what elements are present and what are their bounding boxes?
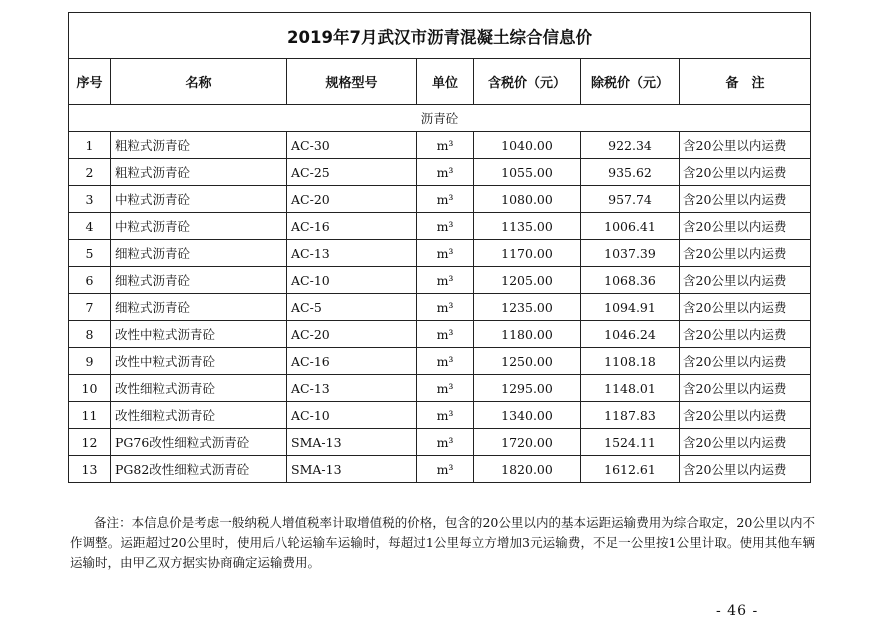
cell-note: 含20公里以内运费 [680, 132, 811, 159]
table-row [69, 213, 811, 240]
cell-spec: AC-20 [287, 186, 417, 213]
cell-note: 含20公里以内运费 [680, 456, 811, 483]
cell-spec: AC-13 [287, 240, 417, 267]
col-header-spec: 规格型号 [287, 59, 417, 105]
cell-unit: m³ [417, 348, 474, 375]
cell-spec: SMA-13 [287, 456, 417, 483]
cell-spec: AC-20 [287, 321, 417, 348]
cell-name: 改性中粒式沥青砼 [111, 348, 287, 375]
cell-note: 含20公里以内运费 [680, 240, 811, 267]
cell-spec: AC-25 [287, 159, 417, 186]
cell-name: 粗粒式沥青砼 [111, 132, 287, 159]
table-row [69, 348, 811, 375]
cell-price-notax: 1148.01 [581, 375, 680, 402]
cell-unit: m³ [417, 456, 474, 483]
cell-note: 含20公里以内运费 [680, 186, 811, 213]
cell-name: 粗粒式沥青砼 [111, 159, 287, 186]
cell-name: 改性中粒式沥青砼 [111, 321, 287, 348]
cell-price-notax: 1068.36 [581, 267, 680, 294]
cell-unit: m³ [417, 402, 474, 429]
cell-price-notax: 1108.18 [581, 348, 680, 375]
cell-note: 含20公里以内运费 [680, 402, 811, 429]
cell-price-tax: 1055.00 [474, 159, 581, 186]
cell-price-tax: 1040.00 [474, 132, 581, 159]
cell-price-tax: 1820.00 [474, 456, 581, 483]
cell-spec: SMA-13 [287, 429, 417, 456]
cell-price-notax: 1612.61 [581, 456, 680, 483]
cell-note: 含20公里以内运费 [680, 375, 811, 402]
cell-spec: AC-16 [287, 348, 417, 375]
cell-no: 5 [69, 240, 111, 267]
table-row [69, 456, 811, 483]
col-header-price-tax: 含税价（元） [474, 59, 581, 105]
table-row [69, 402, 811, 429]
cell-note: 含20公里以内运费 [680, 348, 811, 375]
cell-no: 10 [69, 375, 111, 402]
cell-name: PG82改性细粒式沥青砼 [111, 456, 287, 483]
cell-unit: m³ [417, 186, 474, 213]
col-header-no: 序号 [69, 59, 111, 105]
cell-no: 9 [69, 348, 111, 375]
table-row [69, 159, 811, 186]
cell-price-notax: 935.62 [581, 159, 680, 186]
cell-name: 改性细粒式沥青砼 [111, 375, 287, 402]
section-row [69, 105, 811, 132]
cell-price-tax: 1295.00 [474, 375, 581, 402]
cell-unit: m³ [417, 267, 474, 294]
cell-price-notax: 922.34 [581, 132, 680, 159]
cell-spec: AC-30 [287, 132, 417, 159]
header-row [69, 59, 811, 105]
col-header-name: 名称 [111, 59, 287, 105]
cell-note: 含20公里以内运费 [680, 267, 811, 294]
page-title: 2019年7月武汉市沥青混凝土综合信息价 [69, 13, 811, 59]
table-row [69, 240, 811, 267]
cell-unit: m³ [417, 132, 474, 159]
cell-name: 中粒式沥青砼 [111, 186, 287, 213]
cell-spec: AC-13 [287, 375, 417, 402]
price-table [68, 12, 811, 483]
cell-no: 12 [69, 429, 111, 456]
cell-price-notax: 1187.83 [581, 402, 680, 429]
cell-no: 4 [69, 213, 111, 240]
cell-note: 含20公里以内运费 [680, 159, 811, 186]
cell-spec: AC-10 [287, 267, 417, 294]
col-header-unit: 单位 [417, 59, 474, 105]
cell-name: 细粒式沥青砼 [111, 267, 287, 294]
cell-note: 含20公里以内运费 [680, 321, 811, 348]
table-row [69, 429, 811, 456]
cell-no: 3 [69, 186, 111, 213]
table-row [69, 375, 811, 402]
cell-no: 7 [69, 294, 111, 321]
cell-unit: m³ [417, 213, 474, 240]
cell-price-notax: 1037.39 [581, 240, 680, 267]
cell-no: 2 [69, 159, 111, 186]
cell-price-notax: 1094.91 [581, 294, 680, 321]
cell-unit: m³ [417, 375, 474, 402]
footnote-text: 备注：本信息价是考虑一般纳税人增值税率计取增值税的价格，包含的20公里以内的基本运距运输费用为综合取定，20公里以内不作调整。运距超过20公里时，使用后八轮运输车运输时，每超过1公里每立方增加3元运输费，不足一公里按1公里计取。使用其他车辆运输时，由甲乙双方据实协商确定运输费用。 [70, 515, 815, 570]
cell-no: 11 [69, 402, 111, 429]
cell-no: 13 [69, 456, 111, 483]
cell-price-notax: 1524.11 [581, 429, 680, 456]
table-row [69, 132, 811, 159]
cell-name: PG76改性细粒式沥青砼 [111, 429, 287, 456]
cell-unit: m³ [417, 294, 474, 321]
col-header-price-notax: 除税价（元） [581, 59, 680, 105]
cell-price-tax: 1205.00 [474, 267, 581, 294]
cell-spec: AC-16 [287, 213, 417, 240]
cell-price-tax: 1340.00 [474, 402, 581, 429]
table-row [69, 186, 811, 213]
cell-price-notax: 1046.24 [581, 321, 680, 348]
table-row [69, 294, 811, 321]
cell-no: 1 [69, 132, 111, 159]
cell-price-tax: 1080.00 [474, 186, 581, 213]
cell-price-tax: 1235.00 [474, 294, 581, 321]
cell-price-notax: 957.74 [581, 186, 680, 213]
cell-note: 含20公里以内运费 [680, 429, 811, 456]
cell-price-tax: 1720.00 [474, 429, 581, 456]
col-header-note: 备 注 [680, 59, 811, 105]
table-row [69, 321, 811, 348]
footnote [70, 513, 815, 573]
cell-unit: m³ [417, 240, 474, 267]
page-number: - 46 - [716, 603, 759, 619]
cell-name: 细粒式沥青砼 [111, 294, 287, 321]
cell-price-tax: 1250.00 [474, 348, 581, 375]
title-row [69, 13, 811, 59]
cell-note: 含20公里以内运费 [680, 213, 811, 240]
cell-unit: m³ [417, 321, 474, 348]
table-row [69, 267, 811, 294]
cell-price-tax: 1180.00 [474, 321, 581, 348]
section-label: 沥青砼 [69, 105, 811, 132]
cell-name: 中粒式沥青砼 [111, 213, 287, 240]
cell-name: 细粒式沥青砼 [111, 240, 287, 267]
cell-unit: m³ [417, 429, 474, 456]
cell-price-tax: 1170.00 [474, 240, 581, 267]
cell-no: 6 [69, 267, 111, 294]
cell-name: 改性细粒式沥青砼 [111, 402, 287, 429]
cell-spec: AC-10 [287, 402, 417, 429]
cell-no: 8 [69, 321, 111, 348]
cell-note: 含20公里以内运费 [680, 294, 811, 321]
cell-spec: AC-5 [287, 294, 417, 321]
cell-price-notax: 1006.41 [581, 213, 680, 240]
cell-price-tax: 1135.00 [474, 213, 581, 240]
cell-unit: m³ [417, 159, 474, 186]
